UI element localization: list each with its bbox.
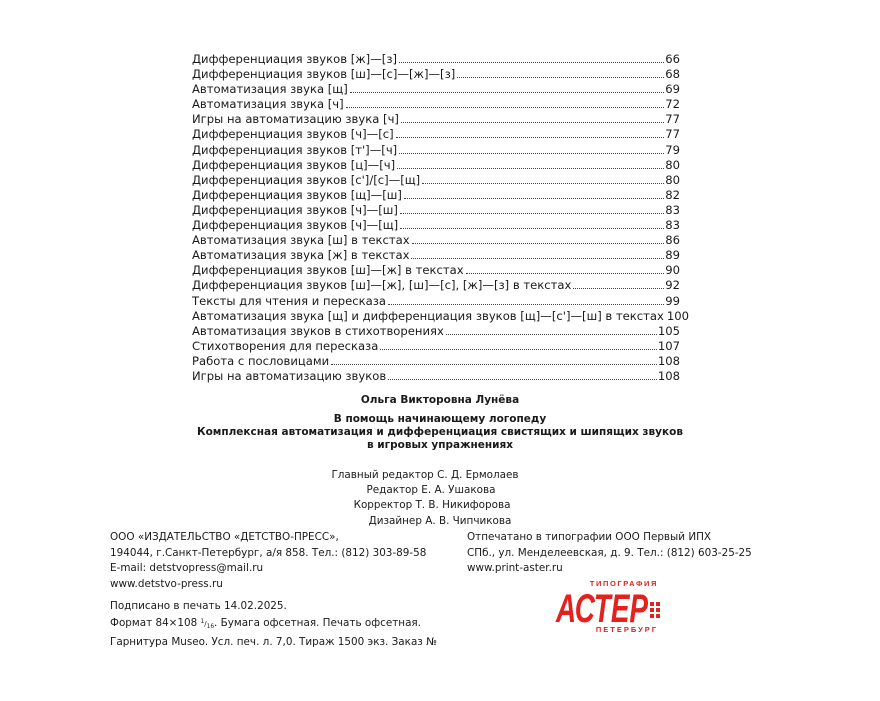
toc-entry-title: Игры на автоматизацию звуков [192,368,387,383]
toc-entry [192,173,680,188]
toc-entry [192,308,690,324]
toc-entry-page: 80 [665,172,680,187]
logo-top-text: ТИПОГРАФИЯ [589,579,658,588]
toc-leader-dots [400,228,664,229]
toc-entry [192,339,680,354]
toc-entry-title: Работа с пословицами [192,353,330,368]
toc-entry-title: Автоматизация звука [ш] в текстах [192,233,410,248]
toc-entry [192,278,680,293]
toc-leader-dots [346,107,665,108]
toc-leader-dots [400,213,664,214]
book-title-line-2: в игровых упражнениях [366,439,514,451]
book-title-block [160,413,720,452]
toc-entry [192,158,680,173]
toc-entry-page: 100 [666,308,690,323]
toc-leader-dots [573,288,664,289]
toc-entry [192,233,680,248]
toc-leader-dots [401,122,664,123]
publisher-address: 194044, г.Санкт-Петербург, а/я 858. Тел.: (812) 303-89-58 [110,546,427,559]
toc-entry [192,203,680,218]
toc-entry [192,97,680,112]
toc-leader-dots [388,304,664,305]
toc-entry [192,127,680,142]
toc-entry-page: 83 [665,218,680,233]
toc-entry-page: 92 [665,278,680,293]
printer-website: www.print-aster.ru [467,562,563,574]
toc-leader-dots [422,183,664,184]
book-title-line-1: Комплексная автоматизация и дифференциация свистящих и шипящих звуков [196,426,683,438]
toc-entry-title: Дифференциация звуков [ш]—[ж] в текстах [192,263,464,278]
toc-entry-page: 80 [665,157,680,172]
imprint-format [110,615,437,636]
publisher-website: www.detstvo-press.ru [110,577,223,590]
aster-logo [554,578,664,634]
toc-entry-page: 77 [665,112,680,127]
toc-entry-page: 108 [657,353,680,368]
toc-entry [192,112,680,127]
toc-entry-page: 82 [665,187,680,202]
author-name: Ольга Викторовна Лунёва [360,394,520,406]
credit-chief-editor: Главный редактор С. Д. Ермолаев [331,469,519,481]
toc-leader-dots [380,349,657,350]
printer-info [467,530,752,577]
toc-entry-title: Дифференциация звуков [щ]—[ш] [192,187,402,202]
toc-leader-dots [399,153,664,154]
publisher-name: ООО «ИЗДАТЕЛЬСТВО «ДЕТСТВО-ПРЕСС», [110,531,339,543]
toc-entry-page: 69 [665,82,680,97]
logo-main-text: АСТЕР [555,587,649,631]
toc-entry-title: Дифференциация звуков [ч]—[ш] [192,202,398,217]
credits [300,468,550,529]
toc-entry-page: 86 [665,233,680,248]
toc-entry [192,52,680,67]
toc-leader-dots [466,273,665,274]
toc-entry [192,354,680,369]
table-of-contents [192,52,690,384]
toc-entry [192,248,680,263]
imprint-signed: Подписано в печать 14.02.2025. [110,600,287,612]
toc-leader-dots [399,62,664,63]
toc-leader-dots [396,137,665,138]
toc-entry-title: Дифференциация звуков [с']/[с]—[щ] [192,172,421,187]
printer-name: Отпечатано в типографии ООО Первый ИПХ [467,531,712,543]
toc-entry-page: 77 [665,127,680,142]
toc-entry-page: 79 [665,142,680,157]
toc-entry-title: Игры на автоматизацию звука [ч] [192,112,399,127]
toc-leader-dots [388,379,657,380]
toc-entry-title: Стихотворения для пересказа [192,338,379,353]
toc-entry-page: 108 [657,368,680,383]
toc-leader-dots [411,258,664,259]
format-denominator: 16 [206,623,215,630]
credit-designer: Дизайнер А. В. Чипчикова [368,514,512,527]
toc-leader-dots [350,92,665,93]
toc-entry-title: Дифференциация звуков [т']—[ч] [192,142,398,157]
toc-leader-dots [331,364,657,365]
imprint-info [110,599,437,651]
toc-entry-page: 89 [665,248,680,263]
toc-leader-dots [404,198,664,199]
format-numerator: 1 [200,618,205,625]
toc-entry-title: Дифференциация звуков [ш]—[с]—[ж]—[з] [192,67,456,82]
toc-entry [192,324,680,339]
toc-entry [192,369,680,384]
toc-entry [192,143,680,158]
toc-entry-page: 105 [657,323,680,338]
toc-entry-title: Автоматизация звука [ч] [192,97,344,112]
toc-entry-title: Дифференциация звуков [ч]—[щ] [192,218,399,233]
toc-entry-title: Тексты для чтения и пересказа [192,293,386,308]
format-fraction: $^1/_{16}$ [200,618,215,630]
toc-entry [192,263,680,278]
imprint-typeface: Гарнитура Museo. Усл. печ. л. 7,0. Тираж 1500 экз. Заказ № [110,636,437,648]
toc-entry [192,218,680,233]
toc-entry-page: 83 [665,202,680,217]
toc-entry-title: Дифференциация звуков [ж]—[з] [192,52,398,66]
toc-leader-dots [412,243,665,244]
toc-entry-title: Дифференциация звуков [ц]—[ч] [192,157,396,172]
toc-leader-dots [457,77,664,78]
toc-entry [192,82,680,97]
toc-entry-page: 66 [665,52,680,66]
credit-editor: Редактор Е. А. Ушакова [366,484,496,497]
toc-leader-dots [397,168,664,169]
toc-entry-title: Дифференциация звуков [ч]—[с] [192,127,394,142]
toc-entry-page: 72 [665,97,680,112]
printer-address: СПб., ул. Менделеевская, д. 9. Тел.: (812) 603-25-25 [467,546,752,559]
toc-entry-page: 99 [665,293,680,308]
publisher-info [110,530,426,592]
publisher-email: E-mail: detstvopress@mail.ru [110,562,264,574]
logo-dot-grid [650,602,660,618]
series-title: В помощь начинающему логопеду [333,413,547,425]
format-suffix: . Бумага офсетная. Печать офсетная. [214,616,421,629]
toc-entry [192,67,680,82]
format-prefix: Формат 84×108 [110,616,198,629]
toc-entry [192,188,680,203]
logo-bottom-text: ПЕТЕРБУРГ [595,625,658,634]
toc-entry-page: 90 [665,263,680,278]
credit-proofreader: Корректор Т. В. Никифорова [353,499,511,512]
toc-leader-dots [446,334,657,335]
toc-entry-page: 107 [657,338,680,353]
toc-entry-title: Автоматизация звука [щ] и дифференциация звуков [щ]—[с']—[ш] в текстах [192,308,664,323]
toc-entry-page: 68 [665,67,680,82]
toc-entry-title: Автоматизация звука [щ] [192,82,348,97]
toc-entry-title: Автоматизация звуков в стихотворениях [192,323,444,338]
toc-entry-title: Автоматизация звука [ж] в текстах [192,248,410,263]
toc-entry [192,294,680,309]
toc-entry-title: Дифференциация звуков [ш]—[ж], [ш]—[с], [ж]—[з] в текстах [192,278,572,293]
